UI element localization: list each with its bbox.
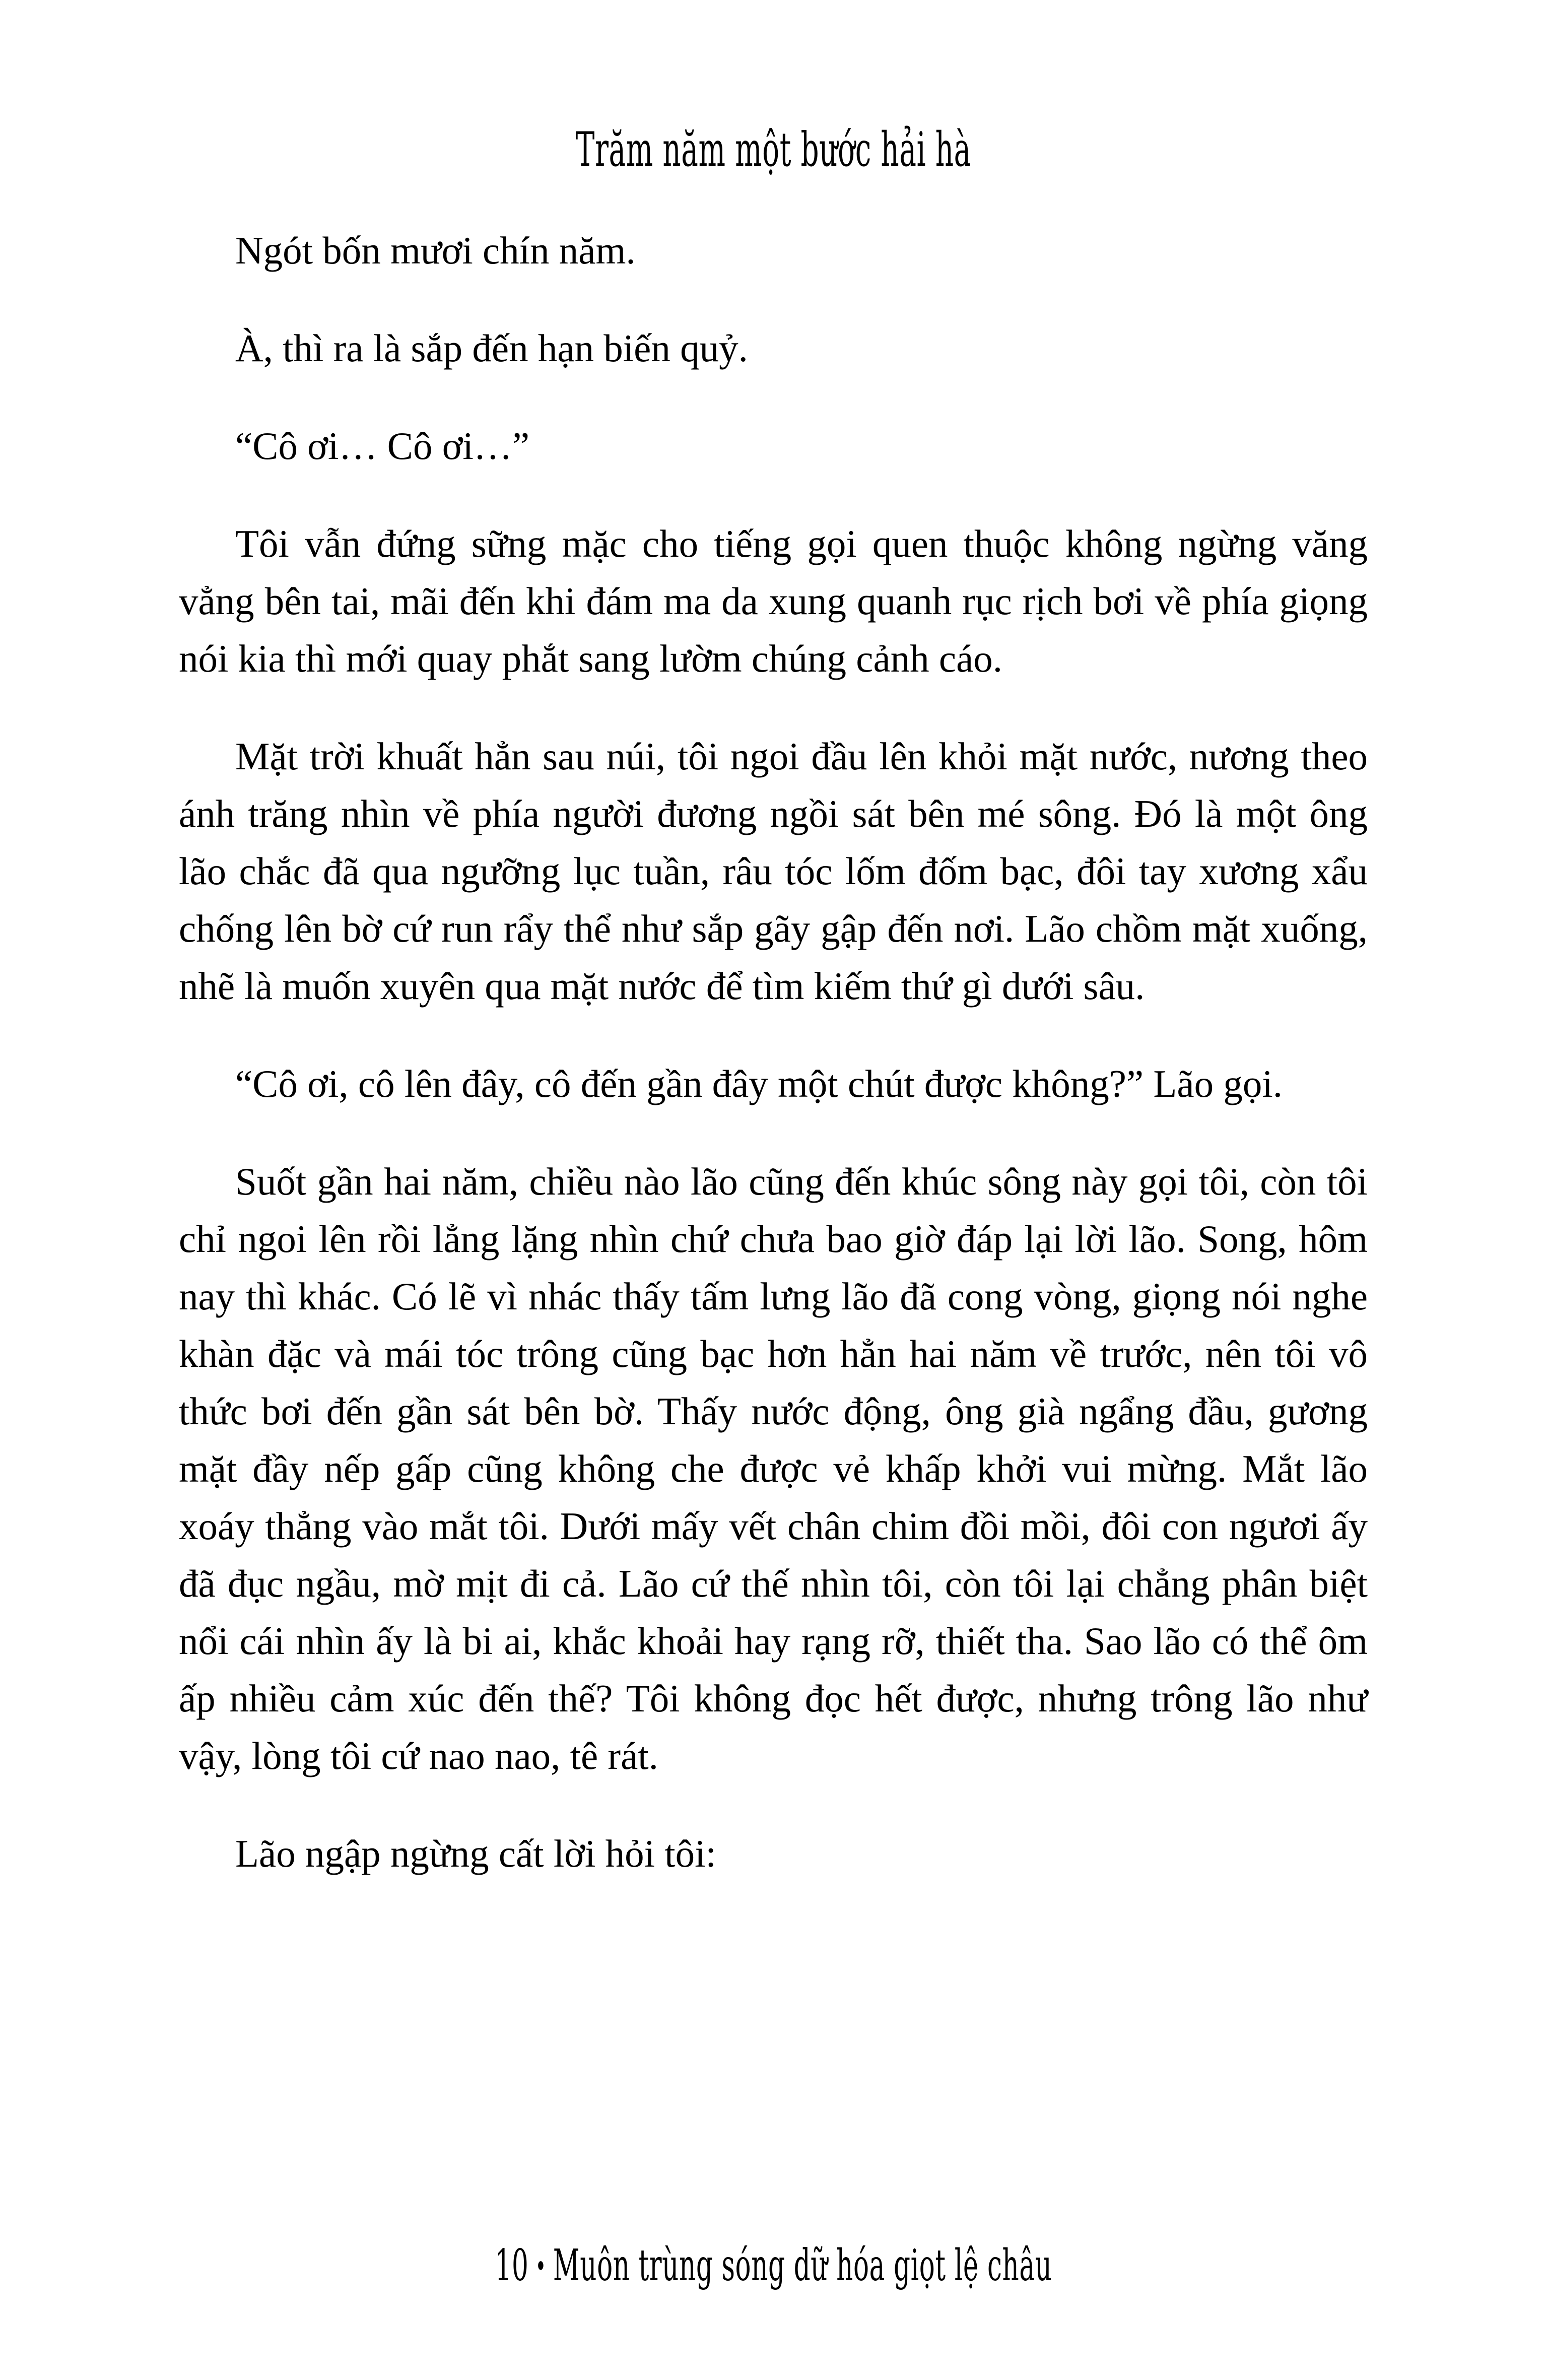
body-paragraph: Lão ngập ngừng cất lời hỏi tôi: xyxy=(235,1832,716,1875)
footer-separator-dot: • xyxy=(535,2249,547,2284)
body-paragraph: “Cô ơi, cô lên đây, cô đến gần đây một chút được không?” Lão gọi. xyxy=(235,1062,1283,1105)
page-body-text xyxy=(179,222,1368,1882)
body-paragraph: Ngót bốn mươi chín năm. xyxy=(235,229,636,272)
body-paragraph: Tôi vẫn đứng sững mặc cho tiếng gọi quen thuộc không ngừng văng vẳng bên tai, mãi đến khi đám ma da xung quanh rục rịch bơi về phía giọng nói kia thì mới quay phắt sang lườm chúng cảnh cáo. xyxy=(179,522,1368,680)
footer-page-number: 10 xyxy=(495,2240,529,2291)
page-footer xyxy=(0,2241,1547,2291)
footer-book-title: Muôn trùng sóng dữ hóa giọt lệ châu xyxy=(553,2240,1052,2291)
running-header-row xyxy=(0,124,1547,176)
running-header-title: Trăm năm một bước hải hà xyxy=(575,122,972,177)
footer-line xyxy=(495,2241,1052,2291)
body-paragraph: Mặt trời khuất hẳn sau núi, tôi ngoi đầu lên khỏi mặt nước, nương theo ánh trăng nhìn về phía người đương ngồi sát bên mé sông. Đó là một ông lão chắc đã qua ngưỡng lục tuần, râu tóc lốm đốm bạc, đôi tay xương xẩu chống lên bờ cứ run rẩy thể như sắp gãy gập đến nơi. Lão chồm mặt xuống, nhẽ là muốn xuyên qua mặt nước để tìm kiếm thứ gì dưới sâu. xyxy=(179,735,1368,1008)
body-paragraph: “Cô ơi… Cô ơi…” xyxy=(235,424,530,468)
body-paragraph: Suốt gần hai năm, chiều nào lão cũng đến khúc sông này gọi tôi, còn tôi chỉ ngoi lên rồi lẳng lặng nhìn chứ chưa bao giờ đáp lại lời lão. Song, hôm nay thì khác. Có lẽ vì nhác thấy tấm lưng lão đã cong vòng, giọng nói nghe khàn đặc và mái tóc trông cũng bạc hơn hẳn hai năm về trước, nên tôi vô thức bơi đến gần sát bên bờ. Thấy nước động, ông già ngẩng đầu, gương mặt đầy nếp gấp cũng không che được vẻ khấp khởi vui mừng. Mắt lão xoáy thẳng vào mắt tôi. Dưới mấy vết chân chim đồi mồi, đôi con ngươi ấy đã đục ngầu, mờ mịt đi cả. Lão cứ thế nhìn tôi, còn tôi lại chẳng phân biệt nổi cái nhìn ấy là bi ai, khắc khoải hay rạng rỡ, thiết tha. Sao lão có thể ôm ấp nhiều cảm xúc đến thế? Tôi không đọc hết được, nhưng trông lão như vậy, lòng tôi cứ nao nao, tê rát. xyxy=(179,1160,1368,1777)
body-paragraph: À, thì ra là sắp đến hạn biến quỷ. xyxy=(235,326,748,370)
